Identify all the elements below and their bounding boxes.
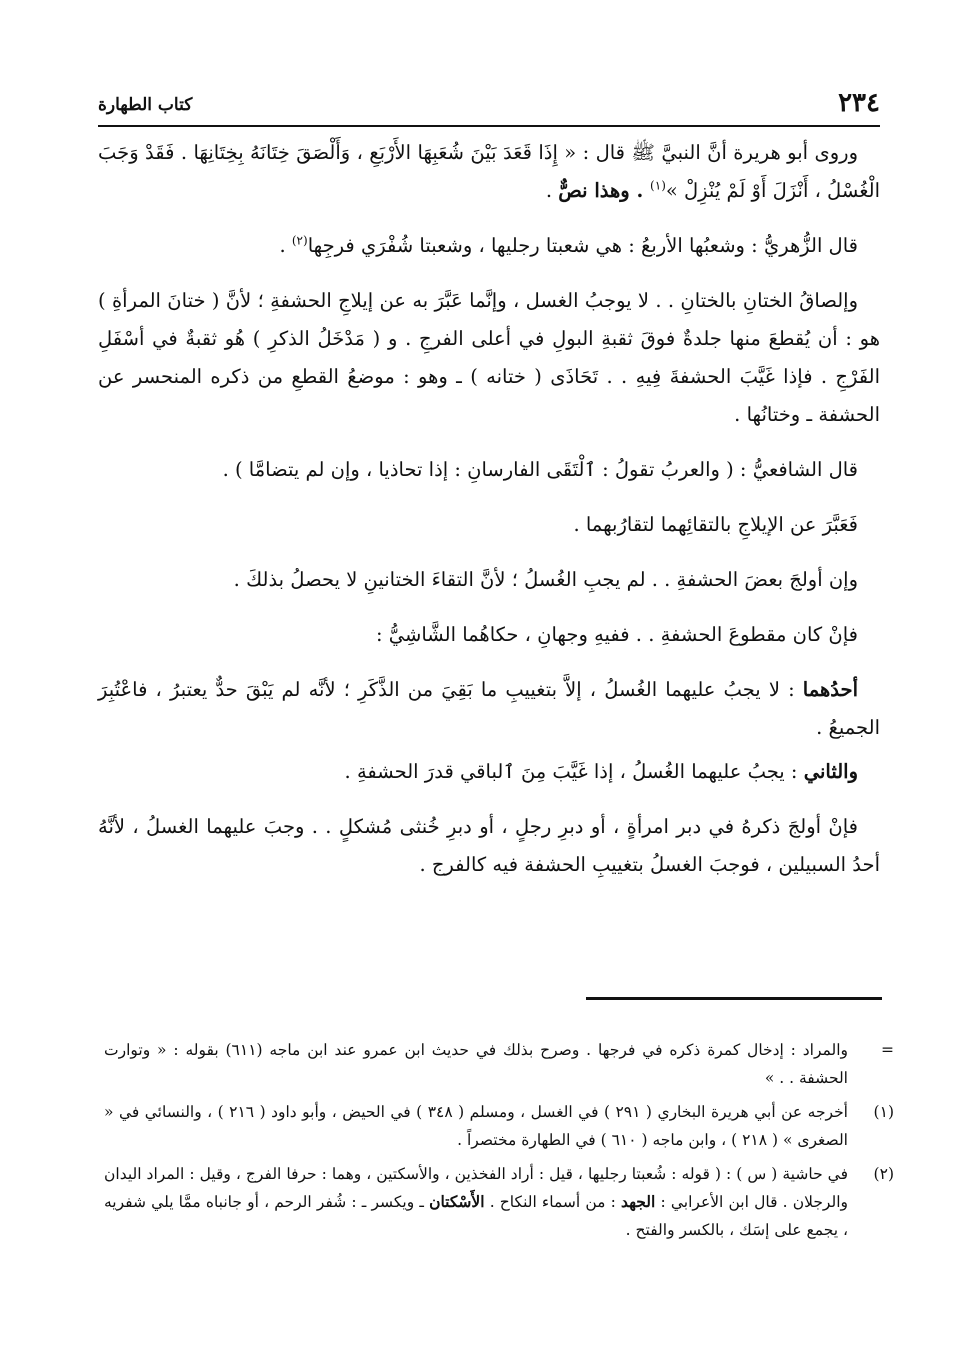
paragraph-second-view <box>98 753 880 791</box>
paragraph-zuhri <box>98 227 880 265</box>
footnote-2 <box>104 1160 894 1244</box>
zuhri-end: . <box>279 234 292 257</box>
footnote-ref-2: (٢) <box>291 233 308 248</box>
paragraph-first-view <box>98 671 880 747</box>
footnote-1-mark: (١) <box>873 1103 894 1121</box>
footnotes <box>104 1036 894 1250</box>
footnote-continued <box>104 1036 894 1092</box>
zuhri-text: قال الزُّهريُّ : وشعبُها الأربعُ : هي شعبتا رجليها ، وشعبتا شُفْرَي فرجِها <box>307 234 858 257</box>
main-text <box>98 134 880 901</box>
footnote-separator <box>586 997 882 1000</box>
hadith-text: وروى أبو هريرة أنَّ النبيَّ ﷺ قال : « إِذَا قَعَدَ بَيْنَ شُعَبِهَا الأَرْبَعِ ، وَأَلْصَقَ خِتَانَهُ بِخِتَانِهَا . فَقَدْ وَجَبَ الْغُسْلُ ، أَنْزَلَ أَوْ لَمْ يُنْزِلْ » <box>98 141 880 202</box>
paragraph-ilsaq: وإلصاقُ الختانِ بالختانِ . . لا يوجبُ الغسل ، وإنَّما عَبَّرَ به عن إيلاجِ الحشفةِ ؛ لأنَّ ( ختانَ المرأةِ ) هو : أن يُقطعَ منها جلدةٌ فوقَ ثقبةِ البولِ في أعلى الفرجِ . و ( مَدْخَلُ الذكرِ ) هُو ثقبةٌ في أسْفَلِ الفَرْجِ . فإذا غَيَّبَ الحشفةَ فِيهِ . . تَحَاذَى ( ختانه ) ـ وهو : موضعُ القطعِ من ذكره المنحسر عن الحشفة ـ وختانُها . <box>98 289 880 426</box>
emphasis-text: . وهذا نصٌّ <box>558 179 651 202</box>
paragraph-hadith <box>98 134 880 210</box>
footnote-2-part-a: في حاشية ( س ) : ( قوله : شُعبتا رجليها ، قيل : أراد الفخذين ، والأسكتين ، وهما : حرفا الفرج ، وقيل : المراد اليدان والرجلان . قال ابن الأعرابي : <box>104 1165 848 1211</box>
paragraph-partial: وإن أولجَ بعضَ الحشفةِ . . لم يجبِ الغُسلُ ؛ لأنَّ التقاءَ الختانينِ لا يحصلُ بذلكَ . <box>233 568 858 591</box>
footnote-2-text <box>104 1160 848 1244</box>
paragraph-amputated: فإنْ كان مقطوعَ الحشفةِ . . ففيهِ وجهانِ ، حكاهُما الشَّاشِيُّ : <box>375 623 858 646</box>
first-view-text: : لا يجبُ عليهما الغُسلُ ، إلاَّ بتغييبِ ما بَقِيَ من الذَّكَرِ ؛ لأنَّه لم يَبْقَ حدٌّ يعتبرُ ، فاعْتُبِرَ الجميعُ . <box>98 678 880 739</box>
header-rule <box>98 125 880 127</box>
footnote-2-term-askatan: الأَسْكتان <box>429 1192 485 1211</box>
paragraph-dubur: فإنْ أولجَ ذكرهُ في دبر امرأةٍ ، أو دبرِ رجلٍ ، أو دبرِ خُنثى مُشكلٍ . . وجبَ عليهما الغسلُ ، لأنَّهُ أحدُ السبيلين ، فوجبَ الغسلُ بتغييبِ الحشفة فيه كالفرج . <box>98 815 880 876</box>
page-header <box>98 86 880 122</box>
footnote-cont-text: والمراد : إدخال كمرة ذكره في فرجها . وصرح بذلك في حديث ابن عمرو عند ابن ماجه (٦١١) بقوله : « وتوارت الحشفة . . » <box>104 1041 848 1087</box>
footnote-2-part-b: : من أسماء النكاح . <box>484 1193 621 1211</box>
footnote-ref-1: (١) <box>650 178 666 193</box>
footnote-2-part-c: ـ ويكسر ـ : شُفر الرحم ، أو جانباه ممَّا يلي شفريه ، يجمع على إسَك ، بالكسر والفتح . <box>104 1193 848 1239</box>
second-view-label: والثاني <box>803 760 858 783</box>
page-number: ٢٣٤ <box>838 88 880 118</box>
footnote-2-mark: (٢) <box>873 1165 894 1183</box>
footnote-1 <box>104 1098 894 1154</box>
footnote-2-term-jahd: الجهد <box>621 1192 656 1211</box>
second-view-text: : يجبُ عليهما الغُسلُ ، إذا غَيَّبَ مِنَ ٱلباقي قدرَ الحشفةِ . <box>344 760 804 783</box>
running-title: كتاب الطهارة <box>98 95 193 115</box>
paragraph-shafii: قال الشافعيُّ : ( والعربُ تقولُ : ٱلْتَقَى الفارسانِ : إذا تحاذيا ، وإن لم يتضامَّا ) . <box>222 458 858 481</box>
hadith-end: . <box>545 179 559 202</box>
footnote-1-text: أخرجه عن أبي هريرة البخاري ( ٢٩١ ) في الغسل ، ومسلم ( ٣٤٨ ) في الحيض ، وأبو داود ( ٢١٦ ) ، والنسائي في « الصغرى » ( ٢١٨ ) ، وابن ماجه ( ٦١٠ ) في الطهارة مختصراً . <box>104 1103 848 1149</box>
first-view-label: أحدُهما <box>802 678 858 701</box>
paragraph-tabir: فَعَبَّرَ عن الإيلاجِ بالتقائِهما لتقارُبهما . <box>573 513 858 536</box>
footnote-cont-mark: = <box>881 1041 894 1059</box>
